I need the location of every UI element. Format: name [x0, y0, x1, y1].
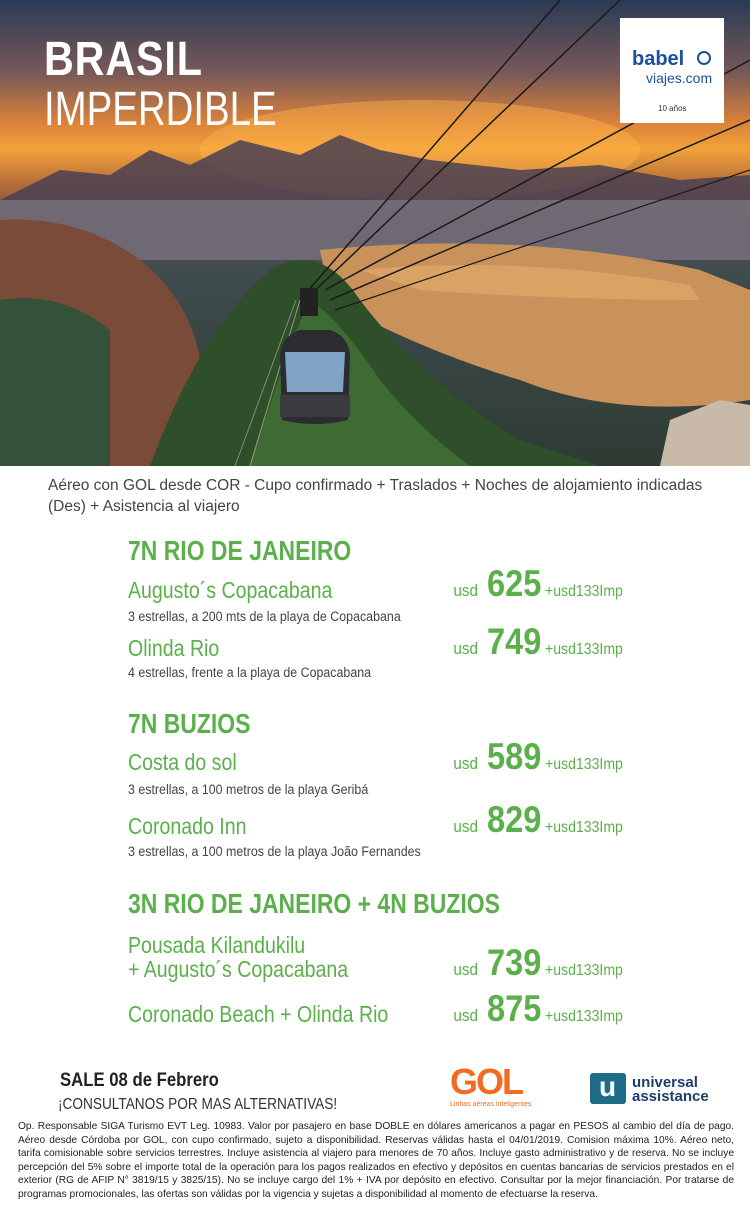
price-tax: +usd133Imp: [545, 756, 624, 773]
price-currency: usd: [453, 581, 479, 600]
hotel-name: Olinda Rio: [128, 635, 220, 661]
price-amount: 829: [487, 799, 542, 840]
hotel-name: Augusto´s Copacabana: [128, 577, 333, 603]
globe-icon: [697, 51, 711, 65]
sale-date: SALE 08 de Febrero: [60, 1070, 219, 1091]
price-tax: +usd133Imp: [545, 583, 624, 600]
title-brasil: BRASIL: [44, 33, 203, 86]
gol-tagline: Linhas aéreas inteligentes: [450, 1101, 532, 1108]
price-tax: +usd133Imp: [545, 962, 624, 979]
price-tag: [452, 621, 634, 663]
price-currency: usd: [453, 639, 479, 658]
logo-sub-text: viajes.com: [646, 70, 713, 86]
logo-brand-text: babel: [632, 48, 685, 70]
package-intro: Aéreo con GOL desde COR - Cupo confirmado + Traslados + Noches de alojamiento indicadas (Des) + Asistencia al viajero: [48, 477, 703, 515]
price-currency: usd: [453, 960, 479, 979]
price-amount: 625: [487, 563, 542, 604]
hotel-name: Coronado Inn: [128, 813, 247, 839]
price-amount: 875: [487, 988, 542, 1029]
price-currency: usd: [453, 754, 479, 773]
gol-logo: [450, 1061, 532, 1108]
price-tax: +usd133Imp: [545, 819, 624, 836]
price-tax: +usd133Imp: [545, 1008, 624, 1025]
hotel-name-line2: + Augusto´s Copacabana: [128, 956, 349, 982]
hotel-description: 3 estrellas, a 100 metros de la playa Geribá: [128, 782, 369, 797]
hotel-name: Coronado Beach + Olinda Rio: [128, 1001, 389, 1027]
price-tag: [452, 736, 634, 778]
ua-mark-icon: u: [590, 1073, 626, 1104]
consult-cta[interactable]: ¡CONSULTANOS POR MAS ALTERNATIVAS!: [58, 1096, 338, 1113]
hotel-name-line1: Pousada Kilandukilu: [128, 932, 306, 958]
ua-line2: assistance: [632, 1088, 709, 1105]
section-title-buzios: 7N BUZIOS: [128, 708, 251, 739]
price-tag: [452, 988, 634, 1030]
price-amount: 589: [487, 736, 542, 777]
price-tag: [452, 942, 634, 984]
hotel-name: Costa do sol: [128, 749, 237, 775]
hotel-description: 3 estrellas, a 100 metros de la playa João Fernandes: [128, 844, 421, 859]
price-amount: 749: [487, 621, 542, 662]
title-imperdible: IMPERDIBLE: [44, 83, 277, 136]
price-currency: usd: [453, 817, 479, 836]
logo-anniversary-badge: 10 años: [658, 104, 687, 113]
hotel-description: 3 estrellas, a 200 mts de la playa de Copacabana: [128, 609, 401, 624]
legal-disclaimer: Op. Responsable SIGA Turismo EVT Leg. 10983. Valor por pasajero en base DOBLE en dólares americanos a pagar en PESOS al cambio del día de pago. Aéreo desde Córdoba por GOL, con cupo confirmado, sujeto a disponibilidad. Reservas válidas hasta el 04/01/2019. Comision máxima 10%. Aéreo neto, tarifa comisionable sobre servicios terrestres. Incluye asistencia al viajero para menores de 70 años. Incluye gasto administrativo y de reserva. No se incluye percepción del 5% sobre el importe total de la operación para los pagos realizados en efectivo y depósitos en cuentas bancarias de servicios prestados en el exterior (RG de AFIP N° 3819/15 y 3825/15). No se incluye cargo del 1% + IVA por depósito en efectivo. Consultar por la mejor financiación. Por tratarse de programas promocionales, las ofertas son válidas por la vigencia y sujetas a disponibilidad al momento de efectuarse la reserva.: [18, 1121, 734, 1200]
gol-wordmark: GOL: [450, 1061, 522, 1102]
section-title-rio: 7N RIO DE JANEIRO: [128, 535, 352, 566]
price-amount: 739: [487, 942, 542, 983]
hotel-description: 4 estrellas, frente a la playa de Copacabana: [128, 665, 372, 680]
section-title-combo: 3N RIO DE JANEIRO + 4N BUZIOS: [128, 888, 500, 919]
ua-line1: universal: [632, 1074, 698, 1091]
babel-viajes-logo[interactable]: [620, 18, 724, 123]
price-tag: [452, 563, 634, 605]
price-currency: usd: [453, 1006, 479, 1025]
price-tag: [452, 799, 634, 841]
hero-image: [0, 0, 750, 466]
price-tax: +usd133Imp: [545, 641, 624, 658]
